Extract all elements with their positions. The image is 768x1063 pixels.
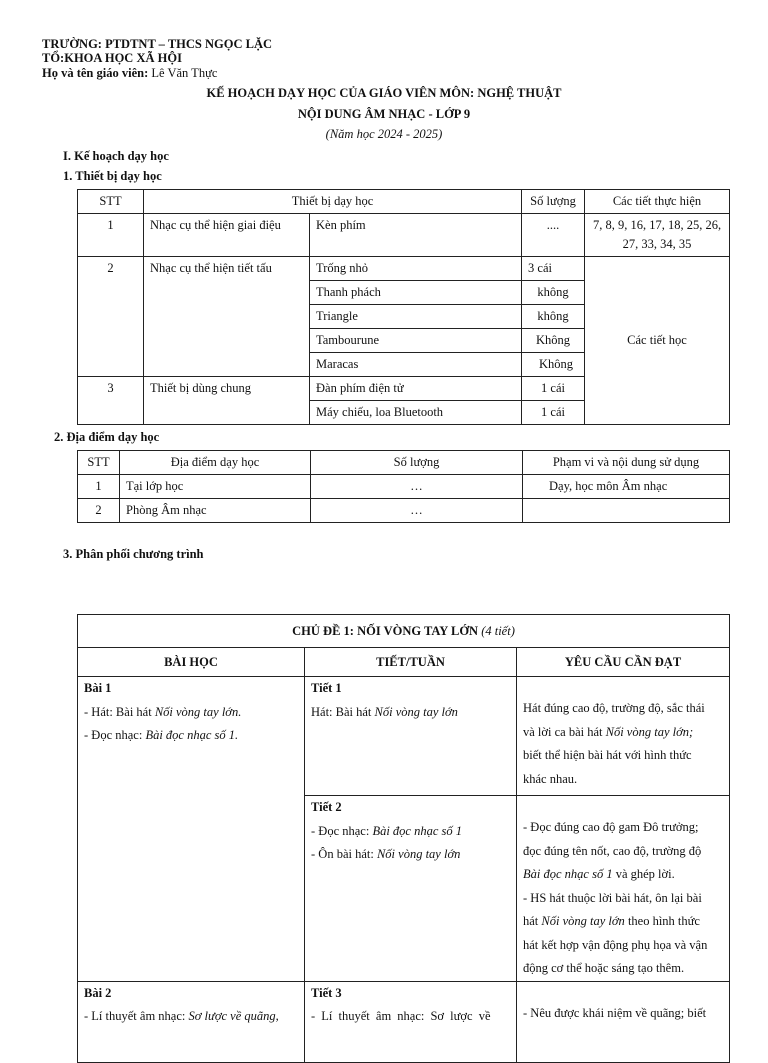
lesson-line: - Hát: Bài hát Nối vòng tay lớn. <box>84 704 242 719</box>
requirement-line: Bài đọc nhạc số 1 và ghép lời. <box>523 867 675 881</box>
periods-cell: 7, 8, 9, 16, 17, 18, 25, 26, 27, 33, 34, 35 <box>585 214 730 257</box>
topic-periods: (4 tiết) <box>481 624 515 638</box>
quantity-cell: .... <box>522 214 585 257</box>
table-row <box>78 214 730 257</box>
school-year: (Năm học 2024 - 2025) <box>325 127 443 141</box>
header-quantity: Số lượng <box>311 451 523 475</box>
school-name: TRƯỜNG: PTDTNT – THCS NGỌC LẶC <box>42 37 273 51</box>
item-cell: Maracas <box>310 353 522 377</box>
requirement-line: và lời ca bài hát Nối vòng tay lớn; <box>523 724 694 739</box>
period-title: Tiết 3 <box>311 985 342 1000</box>
table-row <box>78 981 730 1062</box>
requirement-2-cell <box>517 796 730 982</box>
program-header-row <box>78 648 730 677</box>
period-line: - Lí thuyết âm nhạc: Sơ lược về <box>311 1009 491 1023</box>
lesson-2-cell <box>78 981 305 1062</box>
requirement-line: - Nêu được khái niệm về quãng; biết <box>523 1005 707 1020</box>
quantity-cell: … <box>311 475 523 499</box>
section-1-heading: I. Kế hoạch dạy học <box>63 149 169 163</box>
lesson-title: Bài 1 <box>84 681 112 695</box>
stt-cell: 2 <box>78 257 144 377</box>
scope-cell <box>523 499 730 523</box>
teacher-line <box>42 66 217 80</box>
requirement-line: khác nhau. <box>523 771 578 786</box>
shared-periods-cell: Các tiết học <box>585 257 730 425</box>
section-1-1-heading: 1. Thiết bị dạy học <box>63 169 162 183</box>
group-cell: Thiết bị dùng chung <box>144 377 310 425</box>
location-table <box>77 450 730 523</box>
table-row <box>78 475 730 499</box>
stt-cell: 1 <box>78 214 144 257</box>
requirement-line: - HS hát thuộc lời bài hát, ôn lại bài <box>523 890 702 905</box>
period-title: Tiết 1 <box>311 681 342 695</box>
department-name: TỔ:KHOA HỌC XÃ HỘI <box>42 51 182 65</box>
header-period: TIẾT/TUẦN <box>305 648 517 677</box>
period-line: Hát: Bài hát Nối vòng tay lớn <box>311 704 458 719</box>
content-title: NỘI DUNG ÂM NHẠC - LỚP 9 <box>297 107 471 121</box>
place-cell: Tại lớp học <box>120 475 311 499</box>
topic-name: CHỦ ĐỀ 1: NỐI VÒNG TAY LỚN <box>292 624 479 638</box>
header-periods: Các tiết thực hiện <box>585 190 730 214</box>
lesson-line: - Lí thuyết âm nhạc: Sơ lược về quãng, <box>84 1009 279 1023</box>
table-row <box>78 499 730 523</box>
location-header-row <box>78 451 730 475</box>
requirement-line: hát Nối vòng tay lớn theo hình thức <box>523 914 700 928</box>
place-cell: Phòng Âm nhạc <box>120 499 311 523</box>
item-cell: Trống nhỏ <box>310 257 522 281</box>
period-line: - Ôn bài hát: Nối vòng tay lớn <box>311 847 461 861</box>
header-scope: Phạm vi và nội dung sử dụng <box>523 451 730 475</box>
requirement-1-cell <box>517 677 730 796</box>
quantity-cell: … <box>311 499 523 523</box>
quantity-cell: 1 cái <box>522 377 585 401</box>
header-stt: STT <box>78 190 144 214</box>
item-cell: Thanh phách <box>310 281 522 305</box>
group-cell: Nhạc cụ thể hiện giai điệu <box>144 214 310 257</box>
requirement-line: đọc đúng tên nốt, cao độ, trường độ <box>523 843 702 858</box>
quantity-cell: không <box>522 305 585 329</box>
section-1-3-heading: 3. Phân phối chương trình <box>63 547 204 561</box>
quantity-cell: không <box>522 281 585 305</box>
requirement-line: Hát đúng cao độ, trường độ, sắc thái <box>523 701 705 715</box>
requirement-3-cell <box>517 981 730 1062</box>
program-table <box>77 614 730 1063</box>
topic-row <box>78 615 730 648</box>
scope-cell: Dạy, học môn Âm nhạc <box>523 475 730 499</box>
header-requirement: YÊU CẦU CẦN ĐẠT <box>517 648 730 677</box>
stt-cell: 1 <box>78 475 120 499</box>
section-1-2-heading: 2. Địa điểm dạy học <box>54 430 160 444</box>
quantity-cell: 3 cái <box>522 257 585 281</box>
requirement-line: hát kết hợp vận động phụ họa và vận <box>523 937 708 952</box>
stt-cell: 3 <box>78 377 144 425</box>
topic-title <box>78 615 730 648</box>
item-cell: Tambourune <box>310 329 522 353</box>
quantity-cell: Không <box>522 329 585 353</box>
header-quantity: Số lượng <box>522 190 585 214</box>
period-1-cell <box>305 677 517 796</box>
group-cell: Nhạc cụ thể hiện tiết tấu <box>144 257 310 377</box>
header-lesson: BÀI HỌC <box>78 648 305 677</box>
teacher-label: Họ và tên giáo viên: <box>42 66 149 80</box>
header-equipment: Thiết bị dạy học <box>144 190 522 214</box>
item-cell: Máy chiếu, loa Bluetooth <box>310 401 522 425</box>
table-row <box>78 257 730 281</box>
equipment-header-row <box>78 190 730 214</box>
requirement-line: - Đọc đúng cao độ gam Đô trưởng; <box>523 820 699 834</box>
period-line: - Đọc nhạc: Bài đọc nhạc số 1 <box>311 823 463 838</box>
table-row <box>78 677 730 796</box>
item-cell: Triangle <box>310 305 522 329</box>
requirement-line: động cơ thể hoặc sáng tạo thêm. <box>523 961 685 975</box>
item-cell: Kèn phím <box>310 214 522 257</box>
period-title: Tiết 2 <box>311 800 342 814</box>
header-place: Địa điểm dạy học <box>120 451 311 475</box>
quantity-cell: 1 cái <box>522 401 585 425</box>
equipment-table <box>77 189 730 425</box>
quantity-cell: Không <box>522 353 585 377</box>
plan-title: KẾ HOẠCH DẠY HỌC CỦA GIÁO VIÊN MÔN: NGHỆ THUẬT <box>206 86 562 100</box>
teacher-name: Lê Văn Thực <box>151 66 218 80</box>
stt-cell: 2 <box>78 499 120 523</box>
lesson-title: Bài 2 <box>84 985 112 1000</box>
item-cell: Đàn phím điện tử <box>310 377 522 401</box>
lesson-1-cell <box>78 677 305 982</box>
lesson-line: - Đọc nhạc: Bài đọc nhạc số 1. <box>84 728 239 742</box>
period-2-cell <box>305 796 517 982</box>
header-stt: STT <box>78 451 120 475</box>
period-3-cell <box>305 981 517 1062</box>
requirement-line: biết thể hiện bài hát với hình thức <box>523 748 692 762</box>
